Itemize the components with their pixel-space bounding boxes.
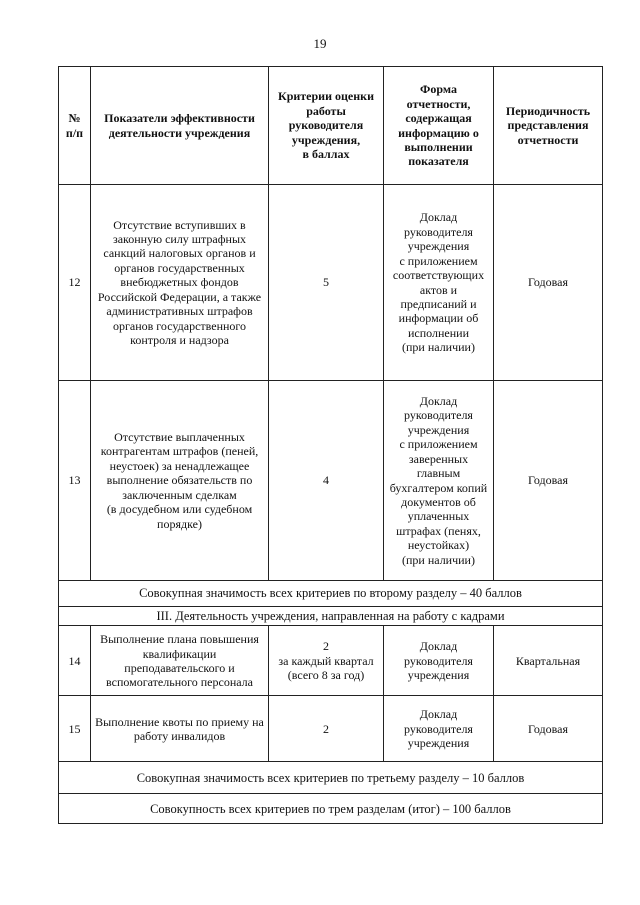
row-report-form: Доклад руководителя учреждения с приложением соответствующих актов и предписаний и информации об исполнении (при наличии) [384, 185, 494, 381]
row-periodicity: Годовая [494, 696, 603, 762]
header-number: № п/п [59, 67, 91, 185]
table-row [59, 185, 603, 381]
header-indicator: Показатели эффективности деятельности учреждения [91, 67, 269, 185]
table-row [59, 381, 603, 581]
row-indicator: Выполнение плана повышения квалификации преподавательского и вспомогательного персонала [91, 626, 269, 696]
section-3-title: III. Деятельность учреждения, направленная на работу с кадрами [59, 607, 603, 626]
row-criteria: 2 [269, 696, 384, 762]
section-3-title-row [59, 607, 603, 626]
header-report-form: Форма отчетности, содержащая информацию о выполнении показателя [384, 67, 494, 185]
header-periodicity: Периодичность представления отчетности [494, 67, 603, 185]
header-criteria: Критерии оценки работы руководителя учреждения, в баллах [269, 67, 384, 185]
row-criteria: 5 [269, 185, 384, 381]
row-report-form: Доклад руководителя учреждения [384, 626, 494, 696]
table-header-row [59, 67, 603, 185]
section-3-total-row [59, 762, 603, 794]
grand-total-row [59, 794, 603, 824]
row-report-form: Доклад руководителя учреждения [384, 696, 494, 762]
row-report-form: Доклад руководителя учреждения с приложением заверенных главным бухгалтером копий документов об уплаченных штрафах (пенях, неустойках) (при наличии) [384, 381, 494, 581]
row-periodicity: Годовая [494, 185, 603, 381]
section-2-total-row [59, 581, 603, 607]
row-number: 13 [59, 381, 91, 581]
row-periodicity: Годовая [494, 381, 603, 581]
row-criteria: 4 [269, 381, 384, 581]
row-indicator: Выполнение квоты по приему на работу инвалидов [91, 696, 269, 762]
criteria-table [58, 66, 603, 824]
section-3-total: Совокупная значимость всех критериев по третьему разделу – 10 баллов [59, 762, 603, 794]
table-row [59, 626, 603, 696]
row-indicator: Отсутствие выплаченных контрагентам штрафов (пеней, неустоек) за ненадлежащее выполнение обязательств по заключенным сделкам (в досудебном или судебном порядке) [91, 381, 269, 581]
row-criteria: 2 за каждый квартал (всего 8 за год) [269, 626, 384, 696]
row-number: 12 [59, 185, 91, 381]
section-2-total: Совокупная значимость всех критериев по второму разделу – 40 баллов [59, 581, 603, 607]
table-row [59, 696, 603, 762]
grand-total: Совокупность всех критериев по трем разделам (итог) – 100 баллов [59, 794, 603, 824]
row-periodicity: Квартальная [494, 626, 603, 696]
page-number: 19 [313, 36, 327, 51]
row-number: 15 [59, 696, 91, 762]
row-number: 14 [59, 626, 91, 696]
row-indicator: Отсутствие вступивших в законную силу штрафных санкций налоговых органов и органов государственных внебюджетных фондов Российской Федерации, а также административных штрафов органов государственного контроля и надзора [91, 185, 269, 381]
